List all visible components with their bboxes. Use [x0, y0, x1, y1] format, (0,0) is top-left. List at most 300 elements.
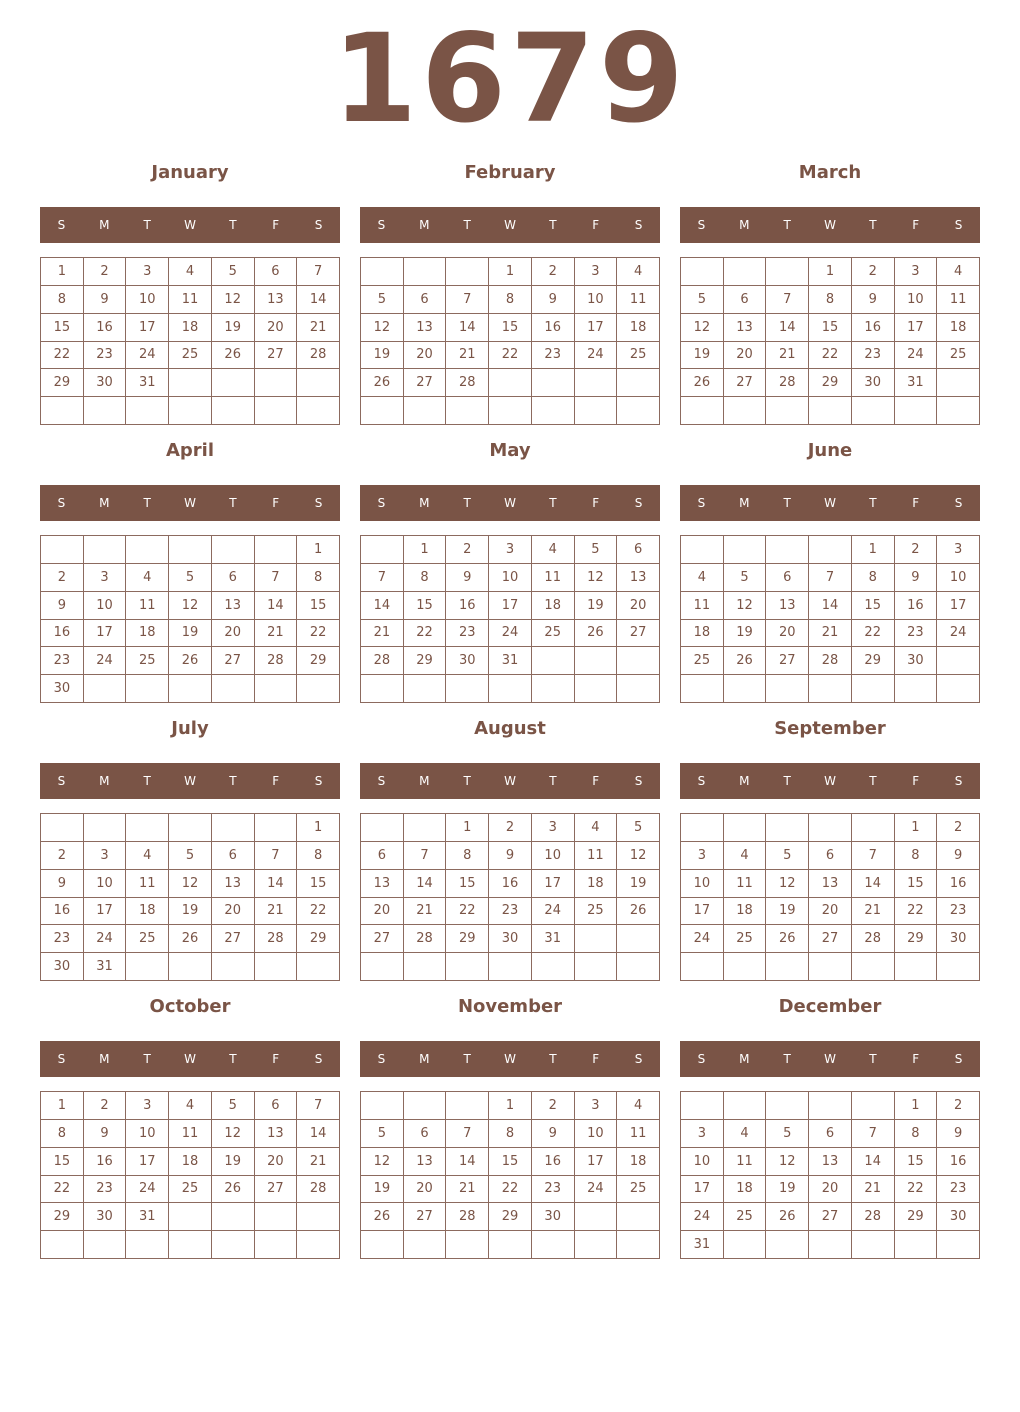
- day-cell: 11: [617, 286, 660, 314]
- empty-cell: [766, 397, 809, 425]
- day-cell: 23: [41, 647, 84, 675]
- empty-cell: [617, 675, 660, 703]
- empty-cell: [361, 536, 404, 564]
- day-cell: 12: [361, 314, 404, 342]
- day-cell: 5: [212, 1092, 255, 1120]
- empty-cell: [681, 536, 724, 564]
- day-cell: 14: [446, 314, 489, 342]
- day-cell: 4: [617, 258, 660, 286]
- day-cell: 21: [852, 1176, 895, 1204]
- empty-cell: [84, 675, 127, 703]
- day-cell: 14: [255, 592, 298, 620]
- day-cell: 6: [404, 286, 447, 314]
- empty-cell: [681, 1092, 724, 1120]
- weekday-label: F: [592, 774, 600, 788]
- day-cell: 19: [575, 592, 618, 620]
- empty-cell: [724, 953, 767, 981]
- empty-cell: [724, 675, 767, 703]
- weekday-label: T: [869, 1052, 877, 1066]
- weekday-label: T: [783, 496, 791, 510]
- empty-cell: [724, 258, 767, 286]
- day-cell: 8: [809, 286, 852, 314]
- weekday-header: [40, 763, 340, 799]
- day-cell: 12: [617, 842, 660, 870]
- day-cell: 11: [937, 286, 980, 314]
- day-cell: 24: [84, 647, 127, 675]
- day-cell: 21: [809, 620, 852, 648]
- day-cell: 21: [297, 314, 340, 342]
- day-cell: 1: [41, 1092, 84, 1120]
- day-cell: 9: [852, 286, 895, 314]
- day-cell: 30: [895, 647, 938, 675]
- weekday-label: T: [143, 218, 151, 232]
- day-cell: 23: [937, 898, 980, 926]
- day-cell: 3: [937, 536, 980, 564]
- day-cell: 13: [724, 314, 767, 342]
- weekday-label: T: [783, 774, 791, 788]
- day-cell: 10: [575, 286, 618, 314]
- day-cell: 28: [446, 369, 489, 397]
- day-cell: 15: [489, 314, 532, 342]
- day-cell: 2: [895, 536, 938, 564]
- day-cell: 16: [41, 898, 84, 926]
- empty-cell: [255, 814, 298, 842]
- day-cell: 6: [766, 564, 809, 592]
- weekday-label: M: [739, 774, 750, 788]
- day-cell: 14: [766, 314, 809, 342]
- month-name: May: [489, 440, 531, 461]
- weekday-header: [680, 207, 980, 243]
- empty-cell: [169, 1203, 212, 1231]
- weekday-header: [40, 207, 340, 243]
- day-cell: 24: [895, 342, 938, 370]
- day-cell: 29: [489, 1203, 532, 1231]
- day-cell: 24: [575, 342, 618, 370]
- day-cell: 14: [404, 870, 447, 898]
- day-cell: 5: [361, 1120, 404, 1148]
- empty-cell: [809, 397, 852, 425]
- empty-cell: [297, 369, 340, 397]
- day-cell: 8: [489, 286, 532, 314]
- month-name: March: [798, 162, 862, 183]
- day-cell: 15: [41, 1148, 84, 1176]
- day-cell: 13: [404, 1148, 447, 1176]
- empty-cell: [255, 536, 298, 564]
- empty-cell: [361, 1092, 404, 1120]
- day-cell: 12: [169, 592, 212, 620]
- day-cell: 17: [575, 1148, 618, 1176]
- day-cell: 15: [297, 870, 340, 898]
- weekday-header: [360, 763, 660, 799]
- weekday-label: T: [463, 1052, 471, 1066]
- day-cell: 14: [446, 1148, 489, 1176]
- day-cell: 8: [297, 564, 340, 592]
- empty-cell: [361, 675, 404, 703]
- day-cell: 8: [895, 842, 938, 870]
- empty-cell: [766, 675, 809, 703]
- day-cell: 16: [489, 870, 532, 898]
- day-cell: 20: [255, 314, 298, 342]
- weekday-header: [360, 207, 660, 243]
- empty-cell: [852, 1231, 895, 1259]
- day-cell: 23: [852, 342, 895, 370]
- empty-cell: [724, 536, 767, 564]
- empty-cell: [404, 258, 447, 286]
- day-cell: 22: [41, 342, 84, 370]
- day-cell: 4: [169, 1092, 212, 1120]
- day-cell: 29: [446, 925, 489, 953]
- day-cell: 10: [937, 564, 980, 592]
- day-cell: 6: [255, 1092, 298, 1120]
- weekday-label: S: [954, 218, 963, 232]
- weekday-label: S: [377, 774, 386, 788]
- empty-cell: [617, 1203, 660, 1231]
- day-cell: 28: [297, 1176, 340, 1204]
- day-cell: 1: [297, 536, 340, 564]
- empty-cell: [617, 647, 660, 675]
- empty-cell: [297, 1203, 340, 1231]
- day-cell: 19: [681, 342, 724, 370]
- day-cell: 7: [297, 258, 340, 286]
- day-cell: 29: [809, 369, 852, 397]
- day-cell: 12: [169, 870, 212, 898]
- day-cell: 18: [681, 620, 724, 648]
- day-cell: 15: [809, 314, 852, 342]
- day-cell: 9: [84, 1120, 127, 1148]
- day-cell: 27: [404, 1203, 447, 1231]
- weekday-header: [40, 1041, 340, 1077]
- day-cell: 5: [575, 536, 618, 564]
- weekday-label: M: [739, 496, 750, 510]
- weekday-label: S: [634, 774, 643, 788]
- empty-cell: [852, 1092, 895, 1120]
- empty-cell: [446, 1092, 489, 1120]
- day-cell: 3: [895, 258, 938, 286]
- day-cell: 20: [766, 620, 809, 648]
- day-grid: [360, 813, 660, 981]
- day-cell: 24: [84, 925, 127, 953]
- day-cell: 6: [212, 564, 255, 592]
- weekday-label: F: [272, 496, 280, 510]
- weekday-label: S: [57, 1052, 66, 1066]
- empty-cell: [617, 397, 660, 425]
- weekday-label: W: [504, 774, 516, 788]
- day-cell: 4: [617, 1092, 660, 1120]
- day-cell: 11: [575, 842, 618, 870]
- day-cell: 25: [681, 647, 724, 675]
- day-grid: [680, 535, 980, 703]
- day-cell: 24: [937, 620, 980, 648]
- day-cell: 24: [532, 898, 575, 926]
- day-cell: 24: [489, 620, 532, 648]
- weekday-label: W: [824, 218, 836, 232]
- day-cell: 21: [446, 342, 489, 370]
- empty-cell: [575, 1231, 618, 1259]
- empty-cell: [852, 397, 895, 425]
- day-cell: 30: [84, 1203, 127, 1231]
- day-cell: 5: [169, 842, 212, 870]
- day-cell: 13: [212, 870, 255, 898]
- day-cell: 7: [809, 564, 852, 592]
- day-cell: 18: [937, 314, 980, 342]
- weekday-label: T: [549, 1052, 557, 1066]
- day-cell: 30: [937, 925, 980, 953]
- day-cell: 27: [809, 1203, 852, 1231]
- empty-cell: [255, 953, 298, 981]
- day-cell: 3: [575, 1092, 618, 1120]
- day-cell: 11: [724, 1148, 767, 1176]
- day-cell: 13: [809, 870, 852, 898]
- day-cell: 12: [212, 1120, 255, 1148]
- day-cell: 26: [361, 1203, 404, 1231]
- empty-cell: [489, 369, 532, 397]
- empty-cell: [297, 1231, 340, 1259]
- weekday-label: W: [824, 1052, 836, 1066]
- day-cell: 26: [169, 925, 212, 953]
- day-cell: 7: [446, 286, 489, 314]
- day-cell: 10: [575, 1120, 618, 1148]
- day-cell: 11: [126, 870, 169, 898]
- day-cell: 19: [212, 1148, 255, 1176]
- weekday-label: T: [463, 218, 471, 232]
- day-cell: 12: [724, 592, 767, 620]
- day-grid: [40, 535, 340, 703]
- empty-cell: [937, 1231, 980, 1259]
- weekday-label: T: [229, 496, 237, 510]
- day-cell: 21: [404, 898, 447, 926]
- day-cell: 17: [126, 314, 169, 342]
- empty-cell: [489, 397, 532, 425]
- day-cell: 2: [84, 258, 127, 286]
- day-cell: 12: [766, 870, 809, 898]
- day-cell: 13: [766, 592, 809, 620]
- day-cell: 16: [446, 592, 489, 620]
- day-cell: 30: [41, 675, 84, 703]
- day-cell: 15: [852, 592, 895, 620]
- weekday-label: W: [824, 496, 836, 510]
- day-cell: 23: [937, 1176, 980, 1204]
- empty-cell: [255, 1203, 298, 1231]
- day-cell: 9: [41, 870, 84, 898]
- empty-cell: [169, 675, 212, 703]
- day-cell: 11: [169, 1120, 212, 1148]
- empty-cell: [169, 397, 212, 425]
- empty-cell: [255, 675, 298, 703]
- day-cell: 1: [852, 536, 895, 564]
- day-cell: 11: [169, 286, 212, 314]
- day-cell: 19: [724, 620, 767, 648]
- day-cell: 6: [212, 842, 255, 870]
- day-cell: 18: [617, 1148, 660, 1176]
- day-cell: 17: [84, 898, 127, 926]
- weekday-label: W: [184, 218, 196, 232]
- day-grid: [680, 257, 980, 425]
- weekday-header: [360, 485, 660, 521]
- day-cell: 10: [126, 1120, 169, 1148]
- day-cell: 3: [489, 536, 532, 564]
- day-cell: 5: [169, 564, 212, 592]
- day-cell: 17: [895, 314, 938, 342]
- day-cell: 13: [212, 592, 255, 620]
- day-cell: 31: [532, 925, 575, 953]
- day-cell: 16: [41, 620, 84, 648]
- day-cell: 1: [809, 258, 852, 286]
- weekday-label: T: [463, 774, 471, 788]
- empty-cell: [361, 397, 404, 425]
- day-cell: 10: [84, 870, 127, 898]
- empty-cell: [212, 369, 255, 397]
- month-name: June: [807, 440, 853, 461]
- day-cell: 20: [404, 342, 447, 370]
- empty-cell: [766, 1231, 809, 1259]
- weekday-header: [680, 1041, 980, 1077]
- day-cell: 28: [852, 925, 895, 953]
- empty-cell: [809, 536, 852, 564]
- day-cell: 9: [937, 842, 980, 870]
- weekday-label: F: [592, 1052, 600, 1066]
- empty-cell: [766, 536, 809, 564]
- day-cell: 19: [169, 620, 212, 648]
- empty-cell: [575, 647, 618, 675]
- day-cell: 22: [895, 898, 938, 926]
- day-cell: 4: [724, 1120, 767, 1148]
- weekday-label: F: [912, 218, 920, 232]
- empty-cell: [41, 814, 84, 842]
- weekday-label: W: [184, 1052, 196, 1066]
- day-cell: 9: [84, 286, 127, 314]
- empty-cell: [297, 675, 340, 703]
- day-cell: 9: [41, 592, 84, 620]
- day-cell: 6: [809, 1120, 852, 1148]
- day-cell: 26: [169, 647, 212, 675]
- empty-cell: [446, 675, 489, 703]
- day-cell: 12: [361, 1148, 404, 1176]
- day-grid: [360, 257, 660, 425]
- day-cell: 16: [895, 592, 938, 620]
- empty-cell: [809, 675, 852, 703]
- weekday-label: S: [57, 218, 66, 232]
- day-cell: 8: [446, 842, 489, 870]
- empty-cell: [84, 536, 127, 564]
- day-cell: 21: [852, 898, 895, 926]
- weekday-label: W: [824, 774, 836, 788]
- weekday-label: T: [143, 774, 151, 788]
- day-cell: 16: [937, 1148, 980, 1176]
- day-cell: 7: [255, 842, 298, 870]
- day-cell: 14: [255, 870, 298, 898]
- day-cell: 10: [84, 592, 127, 620]
- day-cell: 25: [937, 342, 980, 370]
- day-cell: 8: [895, 1120, 938, 1148]
- weekday-label: S: [697, 496, 706, 510]
- day-cell: 25: [126, 647, 169, 675]
- weekday-label: T: [143, 496, 151, 510]
- empty-cell: [212, 675, 255, 703]
- month-name: November: [457, 996, 563, 1017]
- weekday-label: F: [272, 774, 280, 788]
- day-cell: 2: [532, 258, 575, 286]
- empty-cell: [126, 814, 169, 842]
- day-cell: 4: [169, 258, 212, 286]
- day-cell: 20: [212, 898, 255, 926]
- day-cell: 2: [852, 258, 895, 286]
- day-cell: 29: [895, 1203, 938, 1231]
- day-cell: 5: [681, 286, 724, 314]
- empty-cell: [724, 1231, 767, 1259]
- weekday-header: [680, 485, 980, 521]
- day-cell: 9: [446, 564, 489, 592]
- empty-cell: [489, 1231, 532, 1259]
- month-name: July: [171, 718, 209, 739]
- weekday-label: M: [419, 1052, 430, 1066]
- day-cell: 15: [41, 314, 84, 342]
- day-cell: 22: [809, 342, 852, 370]
- day-cell: 29: [41, 369, 84, 397]
- weekday-label: F: [592, 218, 600, 232]
- day-cell: 19: [361, 1176, 404, 1204]
- weekday-label: T: [783, 218, 791, 232]
- day-cell: 5: [724, 564, 767, 592]
- day-cell: 14: [852, 1148, 895, 1176]
- day-grid: [360, 1091, 660, 1259]
- day-cell: 2: [446, 536, 489, 564]
- empty-cell: [84, 1231, 127, 1259]
- weekday-label: S: [314, 496, 323, 510]
- day-cell: 26: [212, 1176, 255, 1204]
- day-cell: 1: [489, 1092, 532, 1120]
- day-cell: 27: [617, 620, 660, 648]
- empty-cell: [937, 397, 980, 425]
- day-cell: 4: [126, 564, 169, 592]
- empty-cell: [681, 953, 724, 981]
- empty-cell: [404, 814, 447, 842]
- day-cell: 26: [617, 898, 660, 926]
- empty-cell: [809, 953, 852, 981]
- day-cell: 17: [937, 592, 980, 620]
- day-cell: 17: [575, 314, 618, 342]
- empty-cell: [212, 1231, 255, 1259]
- day-cell: 2: [532, 1092, 575, 1120]
- day-cell: 21: [446, 1176, 489, 1204]
- day-cell: 29: [895, 925, 938, 953]
- empty-cell: [41, 536, 84, 564]
- weekday-label: W: [184, 774, 196, 788]
- day-cell: 25: [126, 925, 169, 953]
- day-cell: 20: [212, 620, 255, 648]
- day-cell: 30: [532, 1203, 575, 1231]
- day-cell: 9: [895, 564, 938, 592]
- empty-cell: [126, 536, 169, 564]
- empty-cell: [255, 397, 298, 425]
- weekday-label: S: [377, 1052, 386, 1066]
- day-cell: 29: [852, 647, 895, 675]
- weekday-label: S: [634, 1052, 643, 1066]
- empty-cell: [84, 814, 127, 842]
- day-cell: 11: [617, 1120, 660, 1148]
- day-cell: 28: [297, 342, 340, 370]
- empty-cell: [575, 953, 618, 981]
- empty-cell: [681, 397, 724, 425]
- day-cell: 22: [489, 1176, 532, 1204]
- empty-cell: [126, 675, 169, 703]
- day-cell: 21: [297, 1148, 340, 1176]
- day-cell: 19: [361, 342, 404, 370]
- empty-cell: [404, 1092, 447, 1120]
- day-cell: 29: [404, 647, 447, 675]
- weekday-label: T: [463, 496, 471, 510]
- day-cell: 10: [126, 286, 169, 314]
- empty-cell: [446, 1231, 489, 1259]
